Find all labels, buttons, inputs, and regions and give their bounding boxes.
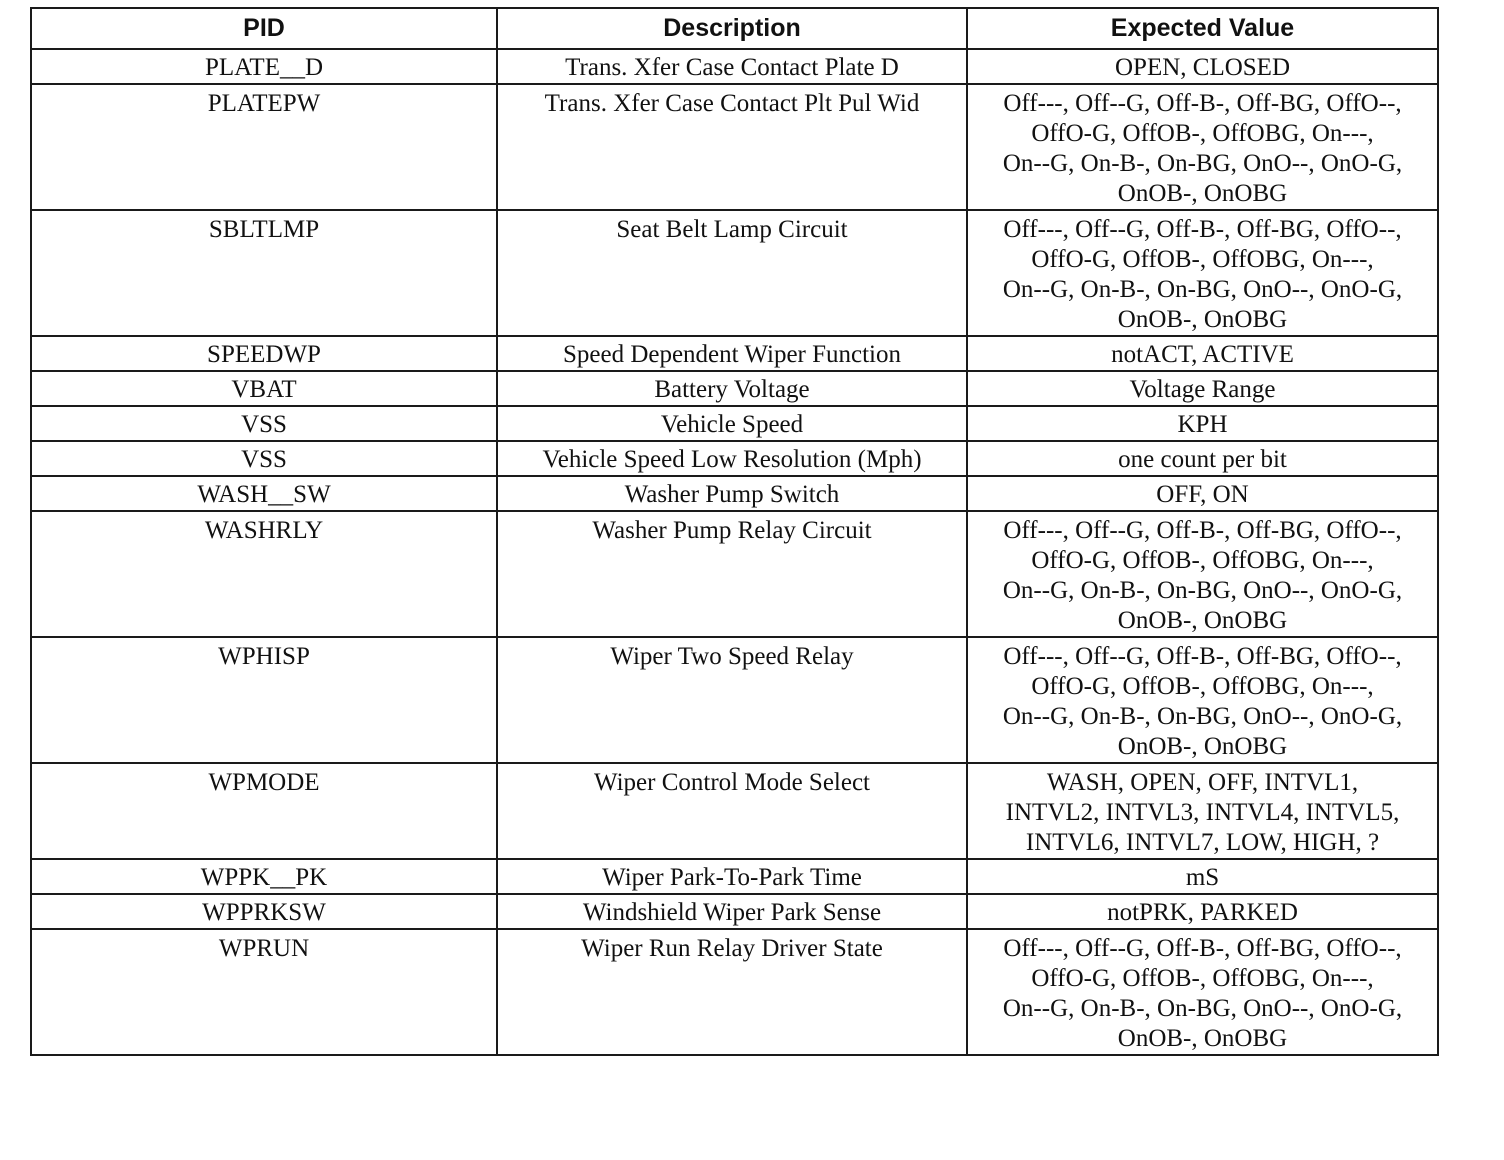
pid-cell: WASHRLY	[31, 511, 497, 637]
expected-value-line: On--G, On-B-, On-BG, OnO--, OnO-G,	[1002, 995, 1403, 1022]
table-row	[31, 763, 1438, 859]
pid-cell: WPPK__PK	[31, 859, 497, 894]
expected-value-line: OffO-G, OffOB-, OffOBG, On---,	[1031, 547, 1374, 574]
expected-value-line: Off---, Off--G, Off-B-, Off-BG, OffO--,	[1003, 935, 1402, 962]
expected-value-line: On--G, On-B-, On-BG, OnO--, OnO-G,	[1002, 703, 1403, 730]
table-row	[31, 637, 1438, 763]
description-cell: Battery Voltage	[497, 371, 967, 406]
description-cell: Vehicle Speed	[497, 406, 967, 441]
pid-cell: VBAT	[31, 371, 497, 406]
description-cell: Speed Dependent Wiper Function	[497, 336, 967, 371]
table-row	[31, 441, 1438, 476]
expected-value-line: OPEN, CLOSED	[1114, 54, 1290, 81]
pid-table	[30, 7, 1439, 1056]
pid-cell: WPMODE	[31, 763, 497, 859]
expected-value-line: INTVL2, INTVL3, INTVL4, INTVL5,	[1005, 799, 1400, 826]
table-row	[31, 210, 1438, 336]
description-cell: Wiper Two Speed Relay	[497, 637, 967, 763]
expected-value-line: Off---, Off--G, Off-B-, Off-BG, OffO--,	[1003, 643, 1402, 670]
expected-value-cell	[967, 894, 1438, 929]
header-description: Description	[497, 8, 967, 49]
table-row	[31, 859, 1438, 894]
expected-value-line: Off---, Off--G, Off-B-, Off-BG, OffO--,	[1003, 517, 1402, 544]
header-row	[31, 8, 1438, 49]
expected-value-line: OffO-G, OffOB-, OffOBG, On---,	[1031, 673, 1374, 700]
expected-value-cell	[967, 929, 1438, 1055]
expected-value-line: On--G, On-B-, On-BG, OnO--, OnO-G,	[1002, 276, 1403, 303]
table-row	[31, 929, 1438, 1055]
description-cell: Windshield Wiper Park Sense	[497, 894, 967, 929]
expected-value-line: OnOB-, OnOBG	[1117, 607, 1288, 634]
expected-value-line: KPH	[1177, 411, 1228, 438]
expected-value-cell	[967, 210, 1438, 336]
expected-value-cell	[967, 441, 1438, 476]
expected-value-line: On--G, On-B-, On-BG, OnO--, OnO-G,	[1002, 577, 1403, 604]
pid-cell: WASH__SW	[31, 476, 497, 511]
expected-value-cell	[967, 406, 1438, 441]
pid-cell: PLATEPW	[31, 84, 497, 210]
table-row	[31, 49, 1438, 84]
description-cell: Vehicle Speed Low Resolution (Mph)	[497, 441, 967, 476]
pid-cell: WPHISP	[31, 637, 497, 763]
description-cell: Wiper Run Relay Driver State	[497, 929, 967, 1055]
table-row	[31, 406, 1438, 441]
pid-cell: VSS	[31, 441, 497, 476]
pid-cell: WPPRKSW	[31, 894, 497, 929]
description-cell: Trans. Xfer Case Contact Plt Pul Wid	[497, 84, 967, 210]
description-cell: Seat Belt Lamp Circuit	[497, 210, 967, 336]
expected-value-line: OFF, ON	[1156, 481, 1249, 508]
expected-value-line: OnOB-, OnOBG	[1117, 306, 1288, 333]
expected-value-cell	[967, 637, 1438, 763]
expected-value-line: OffO-G, OffOB-, OffOBG, On---,	[1031, 965, 1374, 992]
expected-value-cell	[967, 84, 1438, 210]
table-row	[31, 336, 1438, 371]
expected-value-line: OnOB-, OnOBG	[1117, 180, 1288, 207]
expected-value-cell	[967, 336, 1438, 371]
expected-value-line: OnOB-, OnOBG	[1117, 733, 1288, 760]
expected-value-line: notACT, ACTIVE	[1111, 341, 1294, 368]
description-cell: Trans. Xfer Case Contact Plate D	[497, 49, 967, 84]
table-row	[31, 511, 1438, 637]
expected-value-cell	[967, 859, 1438, 894]
expected-value-cell	[967, 49, 1438, 84]
table-body	[31, 49, 1438, 1055]
expected-value-line: OnOB-, OnOBG	[1117, 1025, 1288, 1052]
expected-value-line: WASH, OPEN, OFF, INTVL1,	[1046, 769, 1359, 796]
description-cell: Wiper Control Mode Select	[497, 763, 967, 859]
pid-cell: SBLTLMP	[31, 210, 497, 336]
expected-value-line: On--G, On-B-, On-BG, OnO--, OnO-G,	[1002, 150, 1403, 177]
expected-value-line: OffO-G, OffOB-, OffOBG, On---,	[1031, 120, 1374, 147]
table-row	[31, 894, 1438, 929]
description-cell: Washer Pump Switch	[497, 476, 967, 511]
description-cell: Wiper Park-To-Park Time	[497, 859, 967, 894]
expected-value-line: one count per bit	[1118, 446, 1287, 473]
header-expected-value: Expected Value	[967, 8, 1438, 49]
pid-cell: PLATE__D	[31, 49, 497, 84]
expected-value-line: Voltage Range	[1129, 376, 1276, 403]
pid-cell: WPRUN	[31, 929, 497, 1055]
header-pid: PID	[31, 8, 497, 49]
table-header	[31, 8, 1438, 49]
expected-value-line: Off---, Off--G, Off-B-, Off-BG, OffO--,	[1003, 90, 1402, 117]
table-row	[31, 371, 1438, 406]
expected-value-line: INTVL6, INTVL7, LOW, HIGH, ?	[1025, 829, 1380, 856]
description-cell: Washer Pump Relay Circuit	[497, 511, 967, 637]
expected-value-cell	[967, 763, 1438, 859]
expected-value-cell	[967, 371, 1438, 406]
table-row	[31, 476, 1438, 511]
expected-value-cell	[967, 511, 1438, 637]
pid-cell: SPEEDWP	[31, 336, 497, 371]
expected-value-line: mS	[1185, 864, 1220, 891]
expected-value-cell	[967, 476, 1438, 511]
pid-cell: VSS	[31, 406, 497, 441]
table-row	[31, 84, 1438, 210]
expected-value-line: notPRK, PARKED	[1107, 899, 1298, 926]
expected-value-line: Off---, Off--G, Off-B-, Off-BG, OffO--,	[1003, 216, 1402, 243]
expected-value-line: OffO-G, OffOB-, OffOBG, On---,	[1031, 246, 1374, 273]
